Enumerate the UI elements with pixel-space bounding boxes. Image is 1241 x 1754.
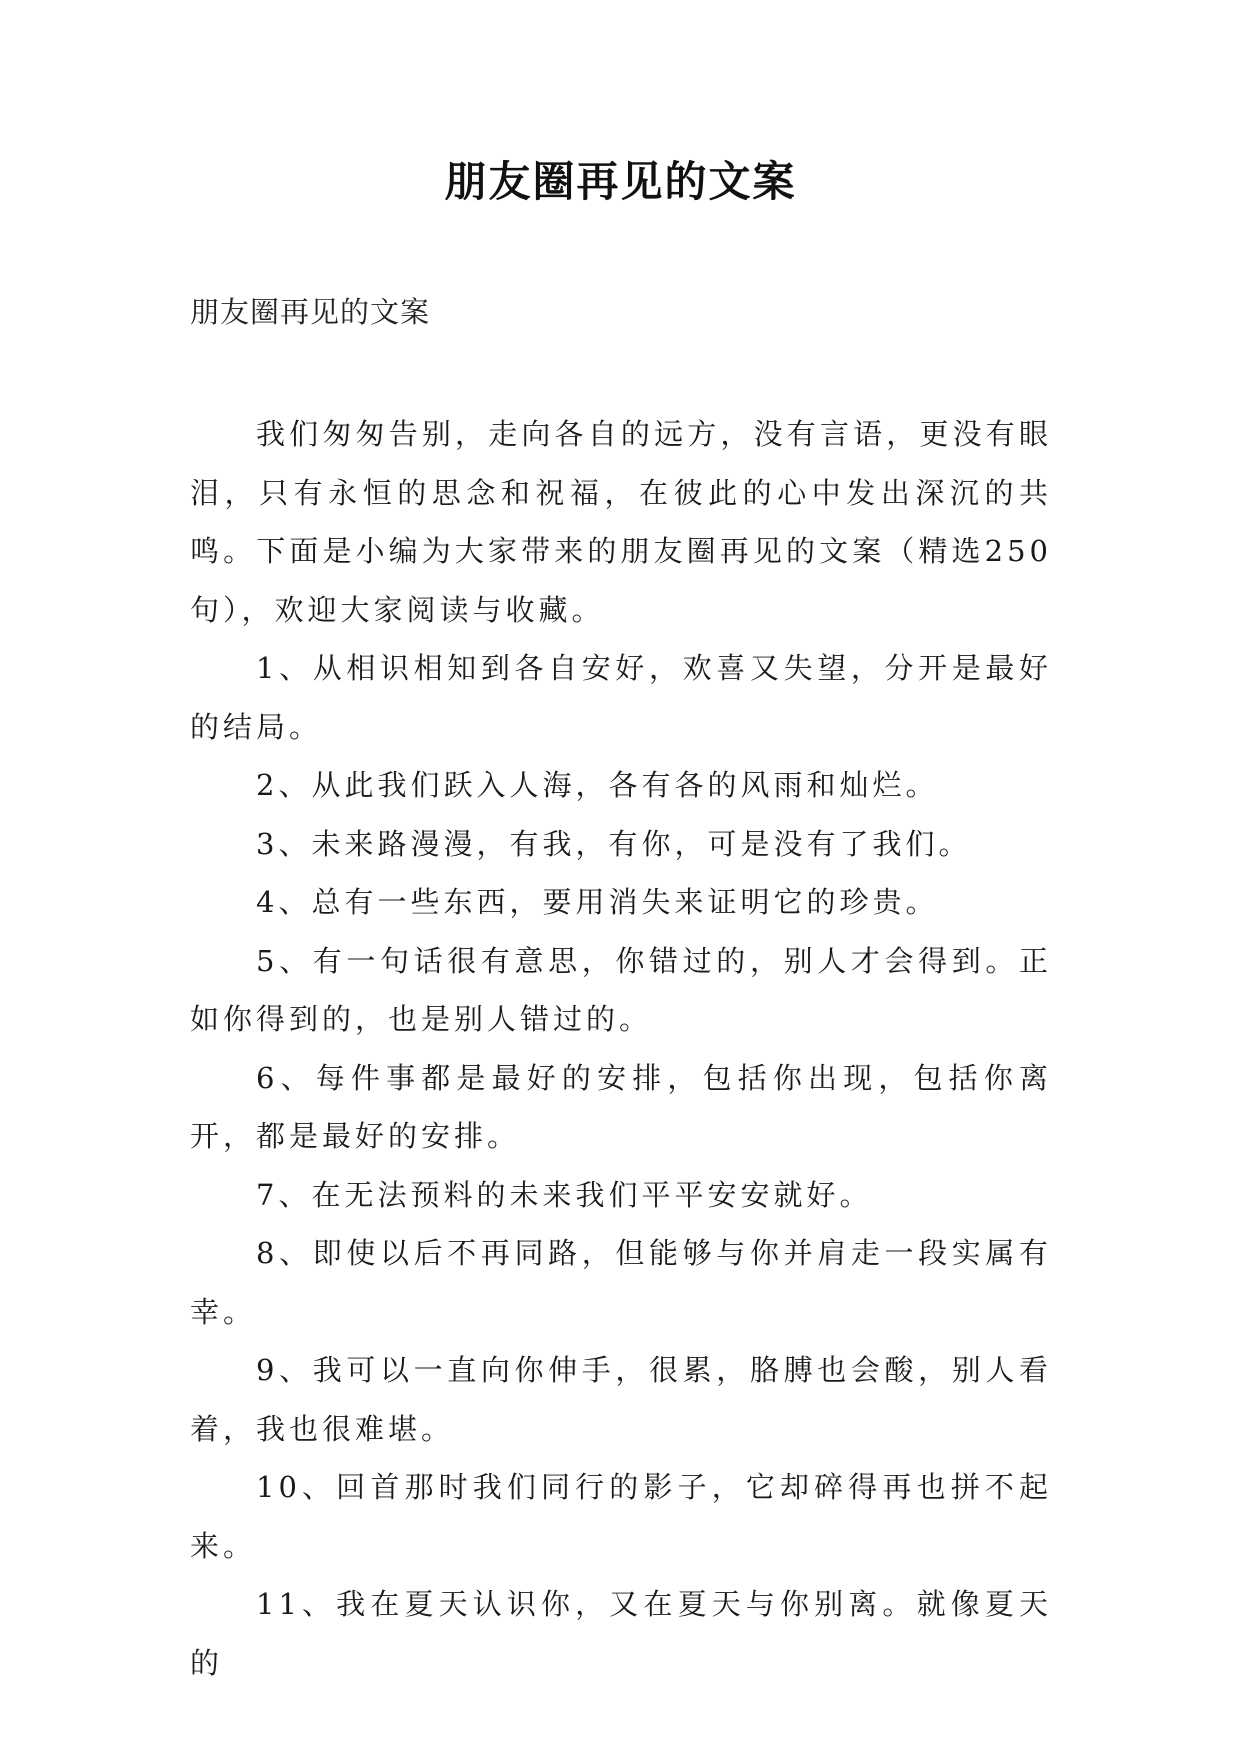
list-item: 5、有一句话很有意思，你错过的，别人才会得到。正如你得到的，也是别人错过的。 xyxy=(190,943,1052,1036)
list-item: 3、未来路漫漫，有我，有你，可是没有了我们。 xyxy=(256,826,972,861)
list-item: 2、从此我们跃入人海，各有各的风雨和灿烂。 xyxy=(256,768,939,802)
list-item: 7、在无法预料的未来我们平平安安就好。 xyxy=(256,1177,873,1212)
list-item: 4、总有一些东西，要用消失来证明它的珍贵。 xyxy=(256,885,939,919)
intro-paragraph: 我们匆匆告别，走向各自的远方，没有言语，更没有眼泪，只有永恒的思念和祝福，在彼此的心中发出深沉的共鸣。下面是小编为大家带来的朋友圈再见的文案（精选250句），欢迎大家阅读与收藏。 xyxy=(190,417,1052,627)
list-item: 10、回首那时我们同行的影子，它却碎得再也拼不起来。 xyxy=(190,1470,1052,1563)
list-item: 8、即使以后不再同路，但能够与你并肩走一段实属有幸。 xyxy=(190,1236,1052,1329)
document-title: 朋友圈再见的文案 xyxy=(444,157,797,206)
list-item: 1、从相识相知到各自安好，欢喜又失望，分开是最好的结局。 xyxy=(190,651,1052,744)
document-body xyxy=(190,405,1052,1692)
list-item: 6、每件事都是最好的安排，包括你出现，包括你离开，都是最好的安排。 xyxy=(190,1060,1052,1153)
list-item: 9、我可以一直向你伸手，很累，胳膊也会酸，别人看着，我也很难堪。 xyxy=(190,1353,1052,1446)
document-subtitle: 朋友圈再见的文案 xyxy=(190,295,431,329)
list-item: 11、我在夏天认识你，又在夏天与你别离。就像夏天的 xyxy=(190,1587,1052,1680)
